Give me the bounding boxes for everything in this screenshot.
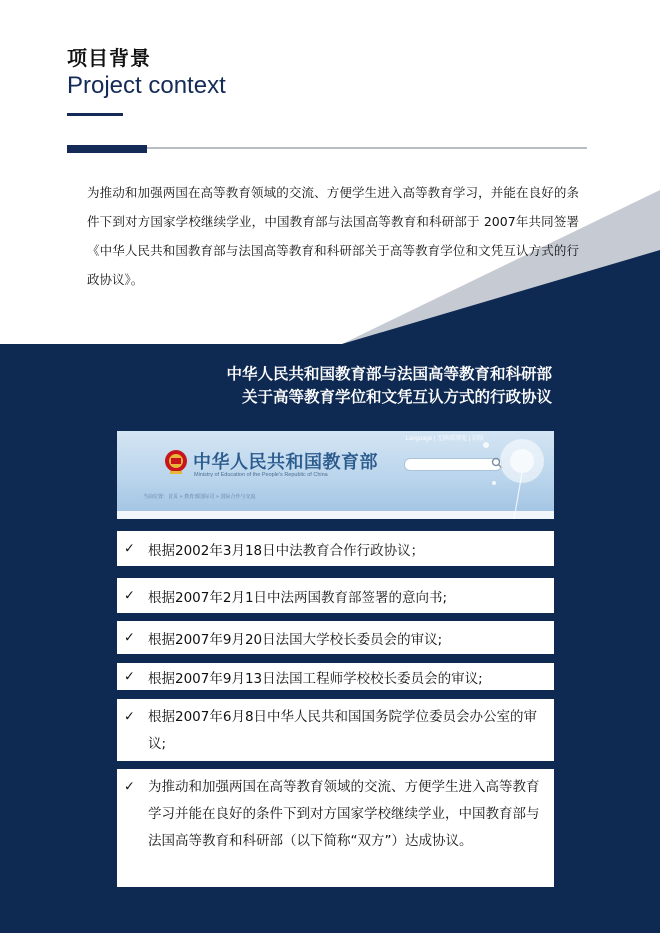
list-item [117,578,554,613]
section-divider-accent [67,145,147,153]
list-item-text: 为推动和加强两国在高等教育领域的交流、方便学生进入高等教育学习并能在良好的条件下到对方国家学校继续学业，中国教育部与法国高等教育和科研部（以下简称“双方”）达成协议。 [148,779,540,849]
list-item-text: 根据2002年3月18日中法教育合作行政协议； [148,542,425,559]
agreement-title [92,363,552,409]
language-links: Language | 无障碍浏览 | 旧版 [405,436,484,442]
list-item-text: 根据2007年9月13日法国工程师学校校长委员会的审议; [148,670,483,687]
breadcrumb: 当前位置：首页 » 教育部国际司 » 国际合作与交流 [143,494,256,500]
list-item [117,769,554,887]
agreement-title-line2: 关于高等教育学位和文凭互认方式的行政协议 [241,388,552,406]
intro-paragraph: 为推动和加强两国在高等教育领域的交流、方便学生进入高等教育学习，并能在良好的条件下到对方国家学校继续学业，中国教育部与法国高等教育和科研部于 2007年共同签署《中华人民共和国教育部与法国高等教育和科研部关于高等教育学位和文凭互认方式的行政协议》。 [87,185,579,287]
checkmark-icon: ✓ [124,709,135,725]
list-item [117,621,554,654]
page-title-en: Project context [67,72,226,99]
checkmark-icon: ✓ [124,541,135,556]
list-item [117,531,554,566]
list-item [117,663,554,690]
banner-bottom-strip [117,511,554,519]
site-name-cn: 中华人民共和国教育部 [193,452,378,473]
list-item-text: 根据2007年6月8日中华人民共和国国务院学位委员会办公室的审议; [148,709,538,752]
checkmark-icon: ✓ [124,779,135,795]
section-divider-line [147,147,587,149]
checkmark-icon: ✓ [124,669,135,684]
page-title-cn: 项目背景 [67,46,151,70]
list-item-text: 根据2007年9月20日法国大学校长委员会的审议; [148,631,443,648]
ministry-website-banner [117,431,554,519]
national-emblem-icon [164,449,188,475]
checkmark-icon: ✓ [124,588,135,603]
site-name-en: Ministry of Education of the People's Republic of China [194,472,328,478]
checkmark-icon: ✓ [124,630,135,645]
dandelion-decoration [474,431,554,519]
list-item-text: 根据2007年2月1日中法两国教育部签署的意向书; [148,589,448,606]
title-underline [67,113,123,116]
agreement-title-line1: 中华人民共和国教育部与法国高等教育和科研部 [226,365,552,383]
list-item [117,699,554,761]
